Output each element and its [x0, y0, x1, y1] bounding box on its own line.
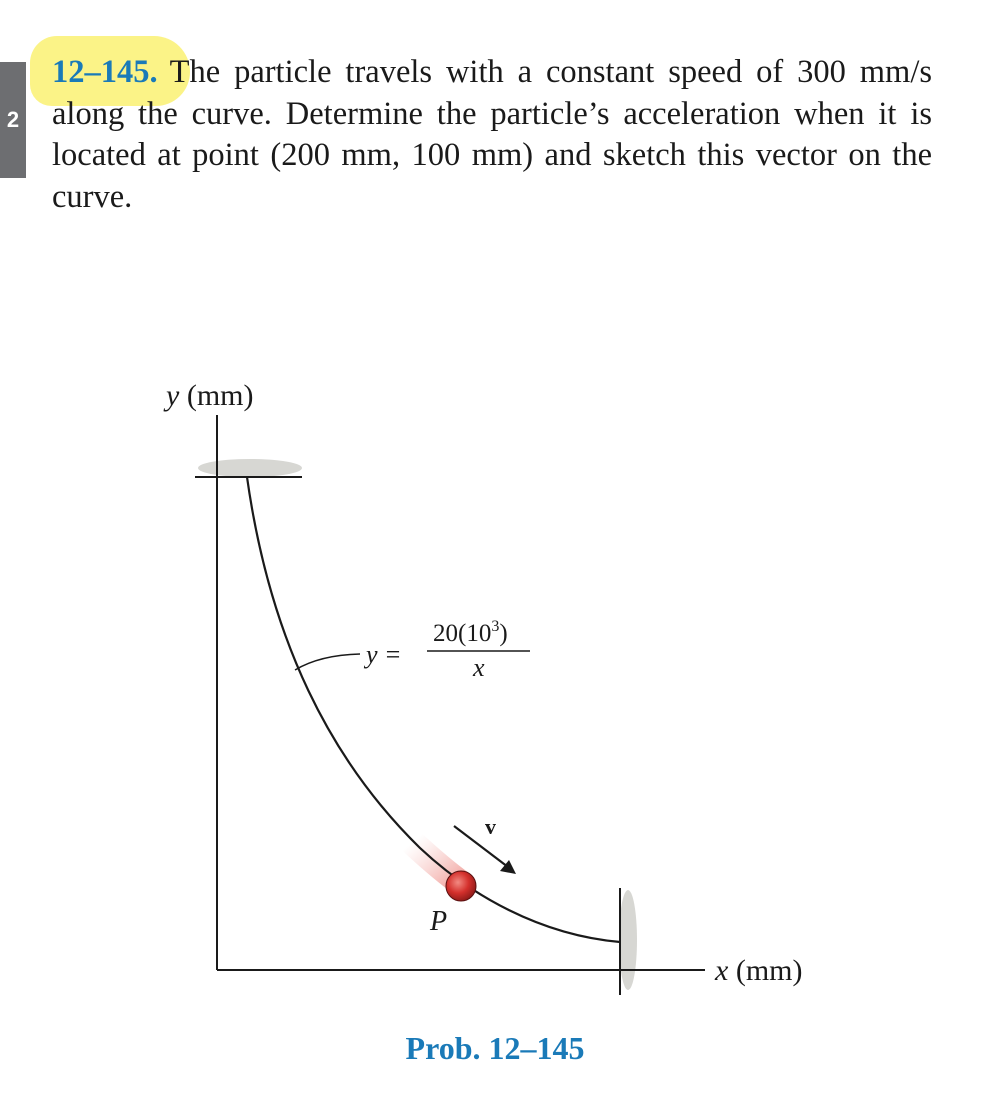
equation-numerator-base: 20(10: [433, 620, 492, 647]
y-axis-label: [163, 379, 253, 412]
equation-lhs: y =: [366, 640, 402, 669]
y-axis-label-unit: (mm): [179, 379, 254, 412]
equation-denominator: x: [473, 653, 485, 682]
x-axis-label-variable: x: [715, 954, 729, 987]
figure-caption: Prob. 12–145: [405, 1030, 585, 1066]
particle-p: [446, 871, 476, 901]
equation-exponent: 3: [491, 618, 500, 635]
problem-number: 12–145.: [52, 54, 158, 90]
right-support-shadow: [619, 890, 637, 990]
y-axis-label-variable: y: [166, 379, 180, 412]
velocity-label: v: [485, 814, 496, 839]
chapter-tab-label: 2: [6, 107, 20, 132]
equation-numerator-close: ): [499, 620, 508, 647]
x-axis-label: [714, 954, 802, 987]
x-axis-label-unit: (mm): [728, 954, 803, 987]
top-support-shadow: [198, 459, 302, 477]
problem-body: The particle travels with a constant speed of 300 mm/s along the curve. Determine the particle’s acceleration when it is located at point (200 mm, 100 mm) and sketch this vector on the curve.: [52, 54, 932, 216]
equation-numerator: [433, 618, 508, 647]
point-label: P: [430, 906, 448, 937]
velocity-arrow-shaft: [454, 826, 508, 867]
equation-leader: [295, 654, 360, 670]
